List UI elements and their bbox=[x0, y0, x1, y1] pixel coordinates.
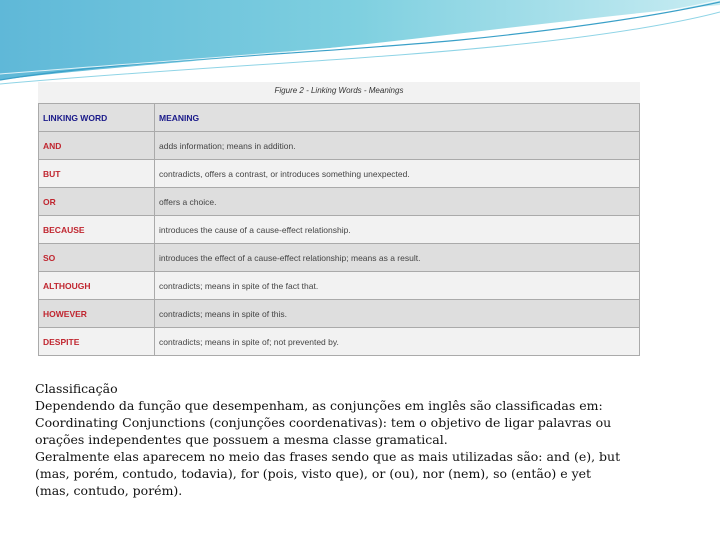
linking-words-figure bbox=[38, 82, 640, 355]
linking-word: ALTHOUGH bbox=[39, 272, 155, 300]
table-row bbox=[39, 328, 640, 356]
paragraph: Dependendo da função que desempenham, as conjunções em inglês são classificadas em: bbox=[35, 398, 603, 413]
linking-word: BUT bbox=[39, 160, 155, 188]
table-row bbox=[39, 160, 640, 188]
linking-word: HOWEVER bbox=[39, 300, 155, 328]
header-linking-word: LINKING WORD bbox=[39, 104, 155, 132]
paragraph: Geralmente elas aparecem no meio das frases sendo que as mais utilizadas são: and (e), but (mas, porém, contudo, todavia), for (pois, visto que), or (ou), nor (nem), so (então) e yet (mas, contudo, porém). bbox=[35, 449, 621, 498]
section-heading: Classificação bbox=[35, 381, 118, 396]
table-row bbox=[39, 300, 640, 328]
header-meaning: MEANING bbox=[155, 104, 640, 132]
body-text bbox=[35, 380, 625, 499]
meaning: contradicts; means in spite of this. bbox=[155, 300, 640, 328]
paragraph: Coordinating Conjunctions (conjunções coordenativas): tem o objetivo de ligar palavras ou orações independentes que possuem a mesma classe gramatical. bbox=[35, 415, 612, 447]
meaning: introduces the effect of a cause-effect relationship; means as a result. bbox=[155, 244, 640, 272]
linking-word: BECAUSE bbox=[39, 216, 155, 244]
table-row bbox=[39, 272, 640, 300]
linking-word: OR bbox=[39, 188, 155, 216]
meaning: contradicts; means in spite of the fact that. bbox=[155, 272, 640, 300]
table-header-row bbox=[39, 104, 640, 132]
linking-words-table bbox=[38, 103, 640, 356]
table-row bbox=[39, 132, 640, 160]
table-row bbox=[39, 244, 640, 272]
linking-word: DESPITE bbox=[39, 328, 155, 356]
table-row bbox=[39, 188, 640, 216]
figure-caption: Figure 2 - Linking Words - Meanings bbox=[274, 86, 404, 95]
linking-word: AND bbox=[39, 132, 155, 160]
meaning: offers a choice. bbox=[155, 188, 640, 216]
meaning: contradicts; means in spite of; not prevented by. bbox=[155, 328, 640, 356]
meaning: introduces the cause of a cause-effect relationship. bbox=[155, 216, 640, 244]
table-row bbox=[39, 216, 640, 244]
meaning: contradicts, offers a contrast, or introduces something unexpected. bbox=[155, 160, 640, 188]
linking-word: SO bbox=[39, 244, 155, 272]
meaning: adds information; means in addition. bbox=[155, 132, 640, 160]
decorative-wave-header bbox=[0, 0, 720, 90]
